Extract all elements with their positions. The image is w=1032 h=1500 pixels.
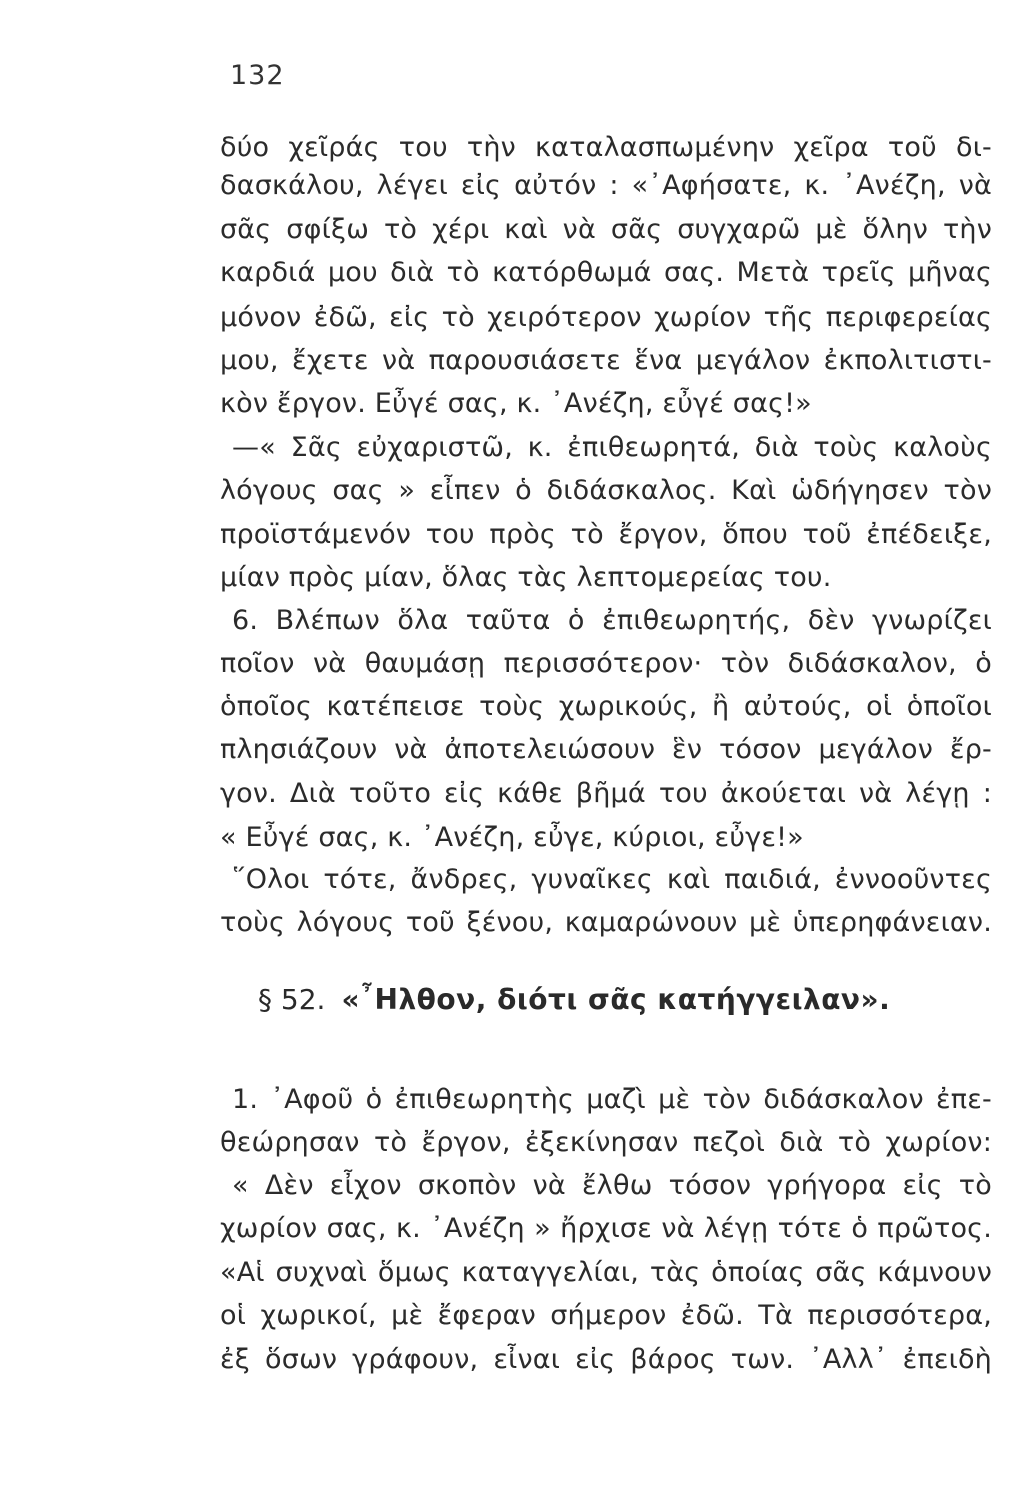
page-number: 132	[230, 60, 285, 91]
section-number: § 52.	[258, 983, 326, 1016]
text-line: λόγους σας » εἶπεν ὁ διδάσκαλος. Καὶ ὡδήγησεν τὸν	[220, 475, 992, 506]
text-line: «Αἱ συχναὶ ὅμως καταγγελίαι, τὰς ὁποίας σᾶς κάμνουν	[220, 1257, 992, 1288]
text-line: δασκάλου, λέγει εἰς αὐτόν : «᾿Αφήσατε, κ. ᾿Ανέζη, νὰ	[220, 170, 992, 201]
text-line: ποῖον νὰ θαυμάσῃ περισσότερον· τὸν διδάσκαλον, ὁ	[220, 648, 992, 679]
text-line: καρδιά μου διὰ τὸ κατόρθωμά σας. Μετὰ τρεῖς μῆνας	[220, 257, 992, 288]
text-line: 1. ᾿Αφοῦ ὁ ἐπιθεωρητὴς μαζὶ μὲ τὸν διδάσκαλον ἐπε-	[232, 1084, 992, 1115]
text-line: « Δὲν εἶχον σκοπὸν νὰ ἔλθω τόσον γρήγορα εἰς τὸ	[232, 1170, 992, 1201]
text-line: ἐξ ὅσων γράφουν, εἶναι εἰς βάρος των. ᾿Αλλ᾿ ἐπειδὴ	[220, 1344, 992, 1375]
text-line: —« Σᾶς εὐχαριστῶ, κ. ἐπιθεωρητά, διὰ τοὺς καλοὺς	[232, 432, 992, 463]
text-line: « Εὖγέ σας, κ. ᾿Ανέζη, εὖγε, κύριοι, εὖγε!»	[220, 822, 804, 853]
text-line: 6. Βλέπων ὅλα ταῦτα ὁ ἐπιθεωρητής, δὲν γνωρίζει	[232, 605, 992, 636]
text-line: θεώρησαν τὸ ἔργον, ἐξεκίνησαν πεζοὶ διὰ τὸ χωρίον:	[220, 1127, 992, 1158]
text-line: χωρίον σας, κ. ᾿Ανέζη » ἤρχισε νὰ λέγῃ τότε ὁ πρῶτος.	[220, 1213, 992, 1244]
text-line: οἱ χωρικοί, μὲ ἔφεραν σήμερον ἐδῶ. Τὰ περισσότερα,	[220, 1300, 992, 1331]
section-title: «῏Ηλθον, διότι σᾶς κατήγγειλαν».	[341, 983, 891, 1016]
text-line: ῞Ολοι τότε, ἄνδρες, γυναῖκες καὶ παιδιά, ἐννοοῦντες	[232, 864, 992, 895]
text-line: δύο χεῖράς του τὴν καταλασπωμένην χεῖρα τοῦ δι-	[220, 132, 992, 163]
text-line: σᾶς σφίξω τὸ χέρι καὶ νὰ σᾶς συγχαρῶ μὲ ὅλην τὴν	[220, 214, 992, 245]
text-line: τοὺς λόγους τοῦ ξένου, καμαρώνουν μὲ ὑπερηφάνειαν.	[220, 907, 992, 938]
text-line: πλησιάζουν νὰ ἀποτελειώσουν ἓν τόσον μεγάλον ἔρ-	[220, 734, 992, 765]
text-line: μίαν πρὸς μίαν, ὅλας τὰς λεπτομερείας του.	[220, 562, 832, 593]
section-heading	[258, 982, 890, 1018]
text-line: μόνον ἐδῶ, εἰς τὸ χειρότερον χωρίον τῆς περιφερείας	[220, 302, 992, 333]
text-line: μου, ἔχετε νὰ παρουσιάσετε ἕνα μεγάλον ἐκπολιτιστι-	[220, 345, 992, 376]
text-line: ὁποῖος κατέπεισε τοὺς χωρικούς, ἢ αὐτούς, οἱ ὁποῖοι	[220, 691, 992, 722]
text-line: προϊστάμενόν του πρὸς τὸ ἔργον, ὅπου τοῦ ἐπέδειξε,	[220, 519, 992, 550]
text-line: κὸν ἔργον. Εὖγέ σας, κ. ᾿Ανέζη, εὖγέ σας!»	[220, 388, 812, 419]
text-line: γον. Διὰ τοῦτο εἰς κάθε βῆμά του ἀκούεται νὰ λέγῃ :	[220, 778, 992, 809]
